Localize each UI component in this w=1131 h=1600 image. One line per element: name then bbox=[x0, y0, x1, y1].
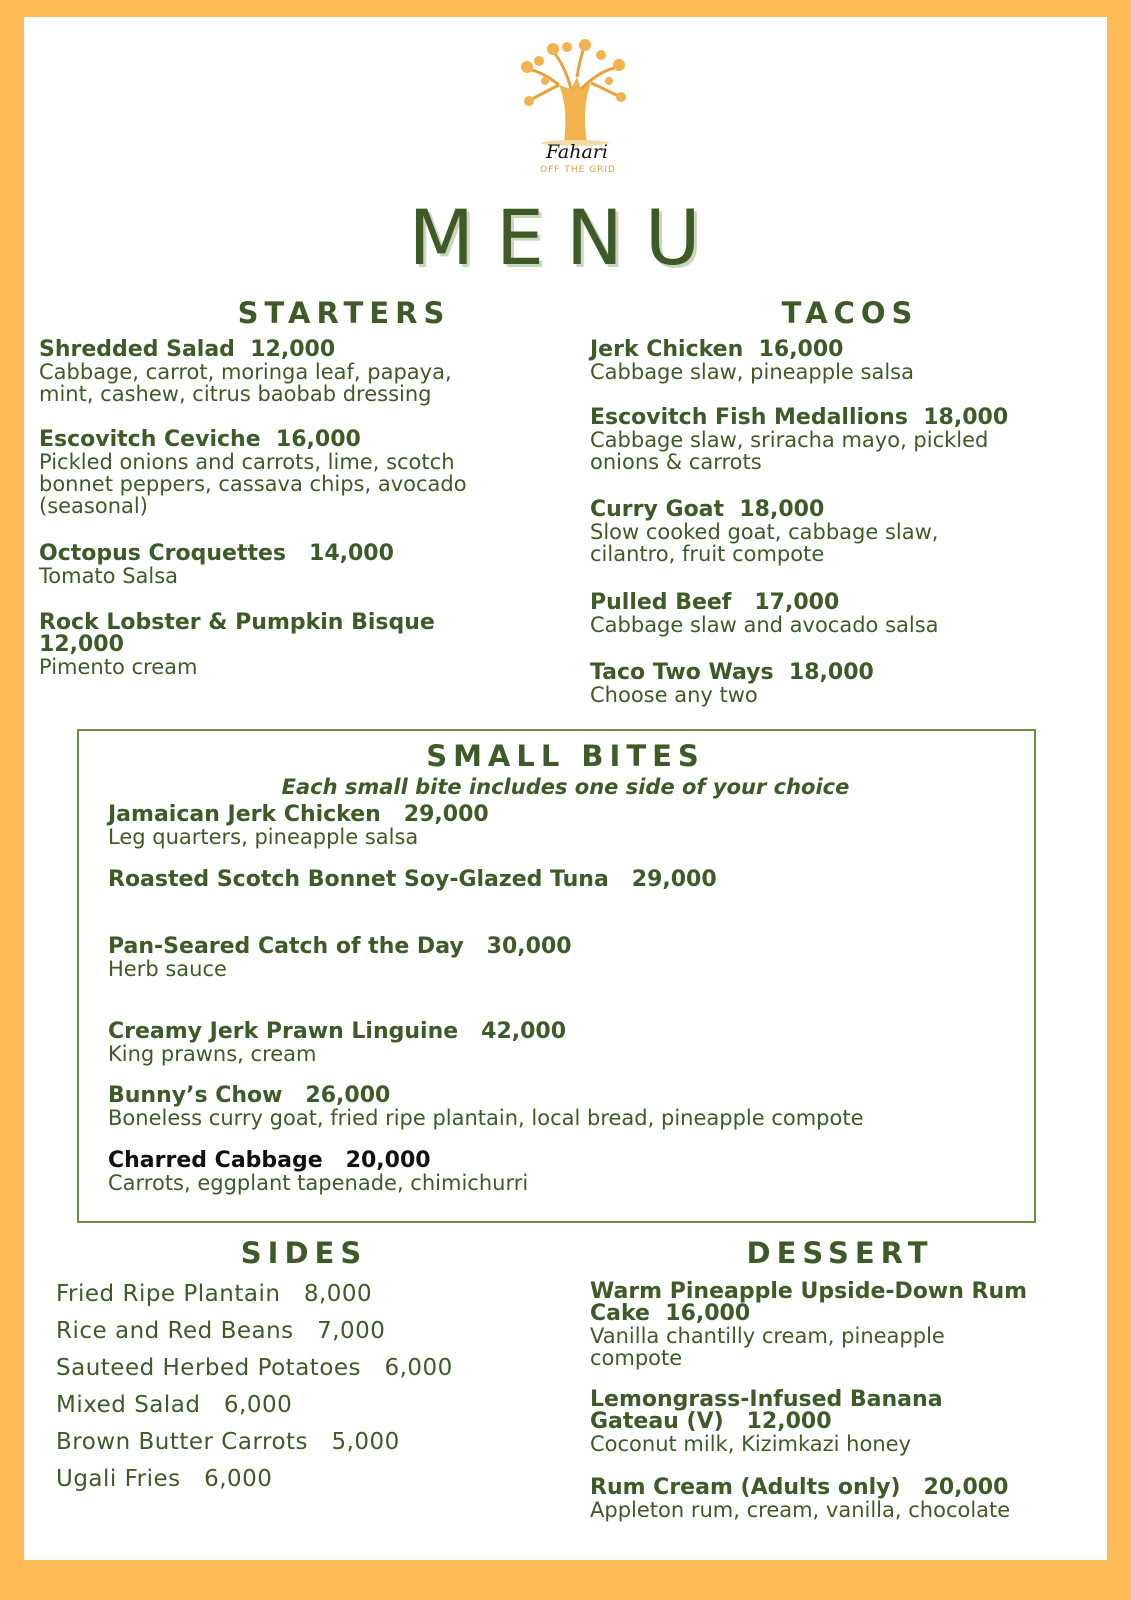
starters-heading: STARTERS bbox=[237, 296, 451, 330]
small-bites-subtitle: Each small bite includes one side of your choice bbox=[281, 775, 850, 799]
taco-item: Jerk Chicken 16,000 Cabbage slaw, pineapple salsa bbox=[590, 337, 914, 384]
side-item: Ugali Fries 6,000 bbox=[56, 1466, 273, 1492]
menu-title: MENU bbox=[408, 193, 723, 282]
side-item: Mixed Salad 6,000 bbox=[56, 1392, 293, 1418]
side-item: Fried Ripe Plantain 8,000 bbox=[56, 1281, 373, 1307]
small-bites-heading: SMALL BITES bbox=[426, 739, 705, 773]
side-item: Sauteed Herbed Potatoes 6,000 bbox=[56, 1355, 453, 1381]
starter-item: Escovitch Ceviche 16,000 Pickled onions and carrots, lime, scotch bonnet peppers, cassava chips, avocado (seasonal) bbox=[39, 427, 467, 518]
menu-page bbox=[24, 17, 1107, 1560]
starter-item: Shredded Salad 12,000 Cabbage, carrot, moringa leaf, papaya, mint, cashew, citrus baobab dressing bbox=[39, 337, 452, 406]
fahari-logo bbox=[509, 37, 639, 197]
taco-item: Pulled Beef 17,000 Cabbage slaw and avocado salsa bbox=[590, 590, 939, 637]
dessert-item: Rum Cream (Adults only) 20,000 Appleton rum, cream, vanilla, chocolate bbox=[590, 1475, 1011, 1522]
small-bite-item: Creamy Jerk Prawn Linguine 42,000 King prawns, cream bbox=[108, 1019, 567, 1066]
taco-item: Escovitch Fish Medallions 18,000 Cabbage slaw, sriracha mayo, pickled onions & carrots bbox=[590, 405, 1009, 474]
dessert-item: Lemongrass-Infused Banana Gateau (V) 12,000 Coconut milk, Kizimkazi honey bbox=[590, 1387, 943, 1456]
taco-item: Curry Goat 18,000 Slow cooked goat, cabbage slaw, cilantro, fruit compote bbox=[590, 497, 939, 566]
small-bite-item: Bunny’s Chow 26,000 Boneless curry goat, fried ripe plantain, local bread, pineapple compote bbox=[108, 1083, 864, 1130]
brand-name: Fahari bbox=[546, 141, 608, 163]
baobab-tree-icon bbox=[509, 37, 639, 147]
dessert-item: Warm Pineapple Upside-Down Rum Cake 16,000 Vanilla chantilly cream, pineapple compote bbox=[590, 1279, 1028, 1370]
starter-item: Octopus Croquettes 14,000 Tomato Salsa bbox=[39, 541, 394, 588]
starter-item: Rock Lobster & Pumpkin Bisque 12,000 Pimento cream bbox=[39, 610, 435, 679]
tacos-heading: TACOS bbox=[781, 296, 919, 330]
small-bite-item: Pan-Seared Catch of the Day 30,000 Herb sauce bbox=[108, 934, 572, 981]
sides-heading: SIDES bbox=[240, 1236, 368, 1270]
side-item: Brown Butter Carrots 5,000 bbox=[56, 1429, 400, 1455]
dessert-heading: DESSERT bbox=[746, 1236, 934, 1270]
taco-item: Taco Two Ways 18,000 Choose any two bbox=[590, 660, 874, 707]
side-item: Rice and Red Beans 7,000 bbox=[56, 1318, 386, 1344]
small-bite-item: Roasted Scotch Bonnet Soy-Glazed Tuna 29,000 bbox=[108, 867, 717, 892]
small-bite-item: Charred Cabbage 20,000 Carrots, eggplant tapenade, chimichurri bbox=[108, 1148, 529, 1195]
brand-tagline: OFF THE GRID bbox=[540, 165, 616, 175]
small-bite-item: Jamaican Jerk Chicken 29,000 Leg quarters, pineapple salsa bbox=[108, 802, 489, 849]
